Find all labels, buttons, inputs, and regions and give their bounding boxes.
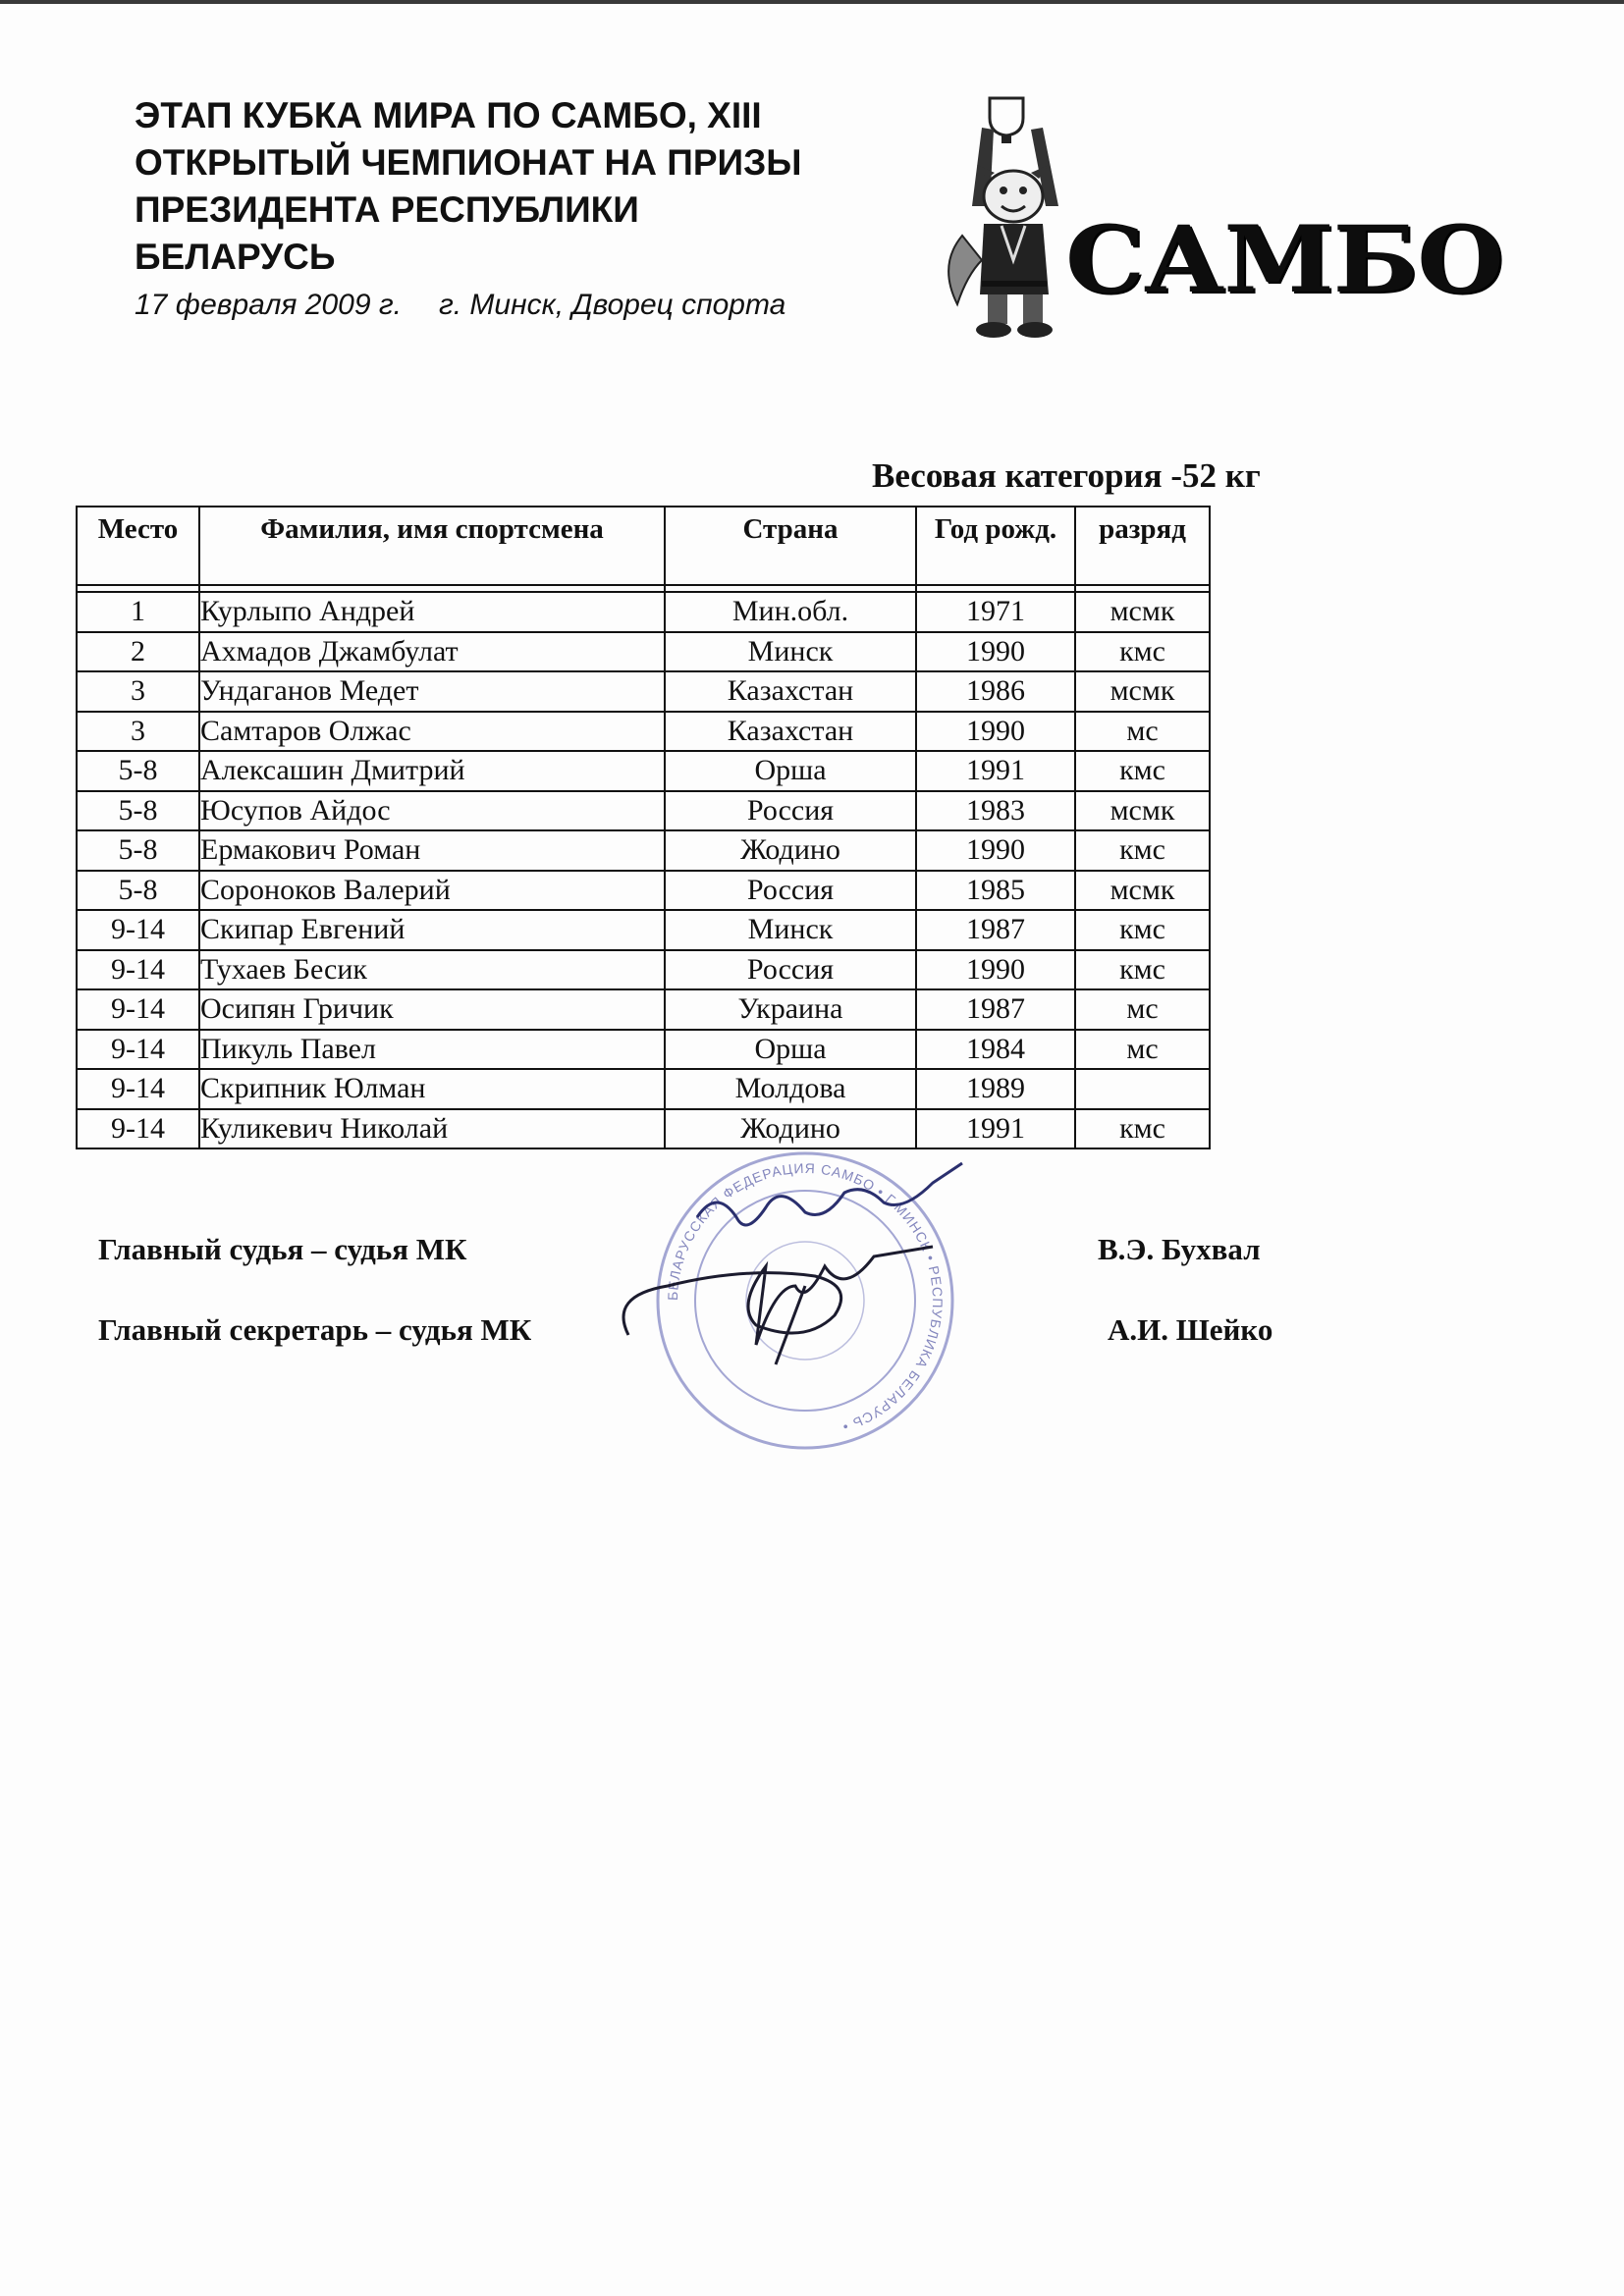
country-cell: Украина [665,989,916,1030]
place-cell: 9-14 [77,1109,199,1149]
country-cell: Жодино [665,1109,916,1149]
country-cell: Орша [665,751,916,791]
table-row [77,632,1210,672]
rank-cell: кмс [1075,910,1210,950]
place-cell: 9-14 [77,989,199,1030]
year-cell: 1983 [916,791,1075,831]
chief-secretary-label: Главный секретарь – судья МК [98,1312,532,1347]
place-cell: 9-14 [77,910,199,950]
name-cell: Юсупов Айдос [199,791,665,831]
table-row [77,1030,1210,1070]
spacer-cell [77,585,199,592]
year-cell: 1986 [916,671,1075,712]
year-cell: 1985 [916,871,1075,911]
chief-judge-name: В.Э. Бухвал [1098,1232,1261,1266]
year-cell: 1990 [916,950,1075,990]
name-cell: Алексашин Дмитрий [199,751,665,791]
spacer-cell [665,585,916,592]
year-cell: 1990 [916,632,1075,672]
country-cell: Россия [665,950,916,990]
chief-secretary-name: А.И. Шейко [1108,1312,1273,1347]
place-cell: 5-8 [77,871,199,911]
column-header-name: Фамилия, имя спортсмена [199,507,665,585]
name-cell: Ундаганов Медет [199,671,665,712]
table-row [77,1069,1210,1109]
table-row [77,751,1210,791]
year-cell: 1990 [916,830,1075,871]
rank-cell: мсмк [1075,671,1210,712]
rank-cell: мс [1075,989,1210,1030]
title-line: ЭТАП КУБКА МИРА ПО САМБО, XIII [135,95,762,135]
table-row [77,592,1210,632]
logo-wordmark: САМБО [1065,206,1503,314]
country-cell: Россия [665,871,916,911]
rank-cell: мс [1075,712,1210,752]
name-cell: Скипар Евгений [199,910,665,950]
event-dateline [135,289,900,322]
year-cell: 1990 [916,712,1075,752]
results-table [76,506,1211,1149]
country-cell: Минск [665,632,916,672]
year-cell: 1971 [916,592,1075,632]
year-cell: 1984 [916,1030,1075,1070]
country-cell: Казахстан [665,712,916,752]
name-cell: Ахмадов Джамбулат [199,632,665,672]
weight-category-heading: Весовая категория -52 кг [872,456,1261,495]
spacer-cell [1075,585,1210,592]
rank-cell: мсмк [1075,791,1210,831]
event-date: 17 февраля 2009 г. [135,289,402,321]
year-cell: 1987 [916,989,1075,1030]
name-cell: Скрипник Юлман [199,1069,665,1109]
event-title [135,92,900,281]
table-row [77,950,1210,990]
place-cell: 5-8 [77,751,199,791]
country-cell: Казахстан [665,671,916,712]
name-cell: Осипян Гричик [199,989,665,1030]
sambo-logo [933,88,1503,344]
year-cell: 1989 [916,1069,1075,1109]
official-stamp [609,1139,1001,1463]
place-cell: 2 [77,632,199,672]
stamp-ring-text: БЕЛАРУССКАЯ ФЕДЕРАЦИЯ САМБО • Г.МИНСК • РЕСПУБЛИКА БЕЛАРУСЬ • [664,1159,947,1436]
table-row [77,791,1210,831]
chief-judge-label: Главный судья – судья МК [98,1232,467,1266]
table-row [77,989,1210,1030]
column-header-country: Страна [665,507,916,585]
title-line: ПРЕЗИДЕНТА РЕСПУБЛИКИ [135,189,639,230]
country-cell: Молдова [665,1069,916,1109]
rank-cell: мс [1075,1030,1210,1070]
year-cell: 1991 [916,1109,1075,1149]
title-line: ОТКРЫТЫЙ ЧЕМПИОНАТ НА ПРИЗЫ [135,142,802,183]
rank-cell: мсмк [1075,592,1210,632]
year-cell: 1991 [916,751,1075,791]
table-row [77,830,1210,871]
column-header-rank: разряд [1075,507,1210,585]
name-cell: Пикуль Павел [199,1030,665,1070]
name-cell: Тухаев Бесик [199,950,665,990]
place-cell: 9-14 [77,1069,199,1109]
rank-cell: кмс [1075,1109,1210,1149]
table-row [77,910,1210,950]
place-cell: 3 [77,671,199,712]
column-header-year: Год рожд. [916,507,1075,585]
country-cell: Жодино [665,830,916,871]
table-row [77,871,1210,911]
rank-cell [1075,1069,1210,1109]
name-cell: Куликевич Николай [199,1109,665,1149]
rank-cell: кмс [1075,632,1210,672]
name-cell: Курлыпо Андрей [199,592,665,632]
country-cell: Мин.обл. [665,592,916,632]
rank-cell: кмс [1075,950,1210,990]
column-header-place: Место [77,507,199,585]
title-line: БЕЛАРУСЬ [135,237,336,277]
name-cell: Самтаров Олжас [199,712,665,752]
table-row [77,671,1210,712]
rank-cell: кмс [1075,751,1210,791]
spacer-cell [199,585,665,592]
place-cell: 5-8 [77,791,199,831]
place-cell: 5-8 [77,830,199,871]
country-cell: Орша [665,1030,916,1070]
place-cell: 9-14 [77,1030,199,1070]
rank-cell: кмс [1075,830,1210,871]
header-spacer-row [77,585,1210,592]
event-venue: г. Минск, Дворец спорта [438,289,786,321]
country-cell: Россия [665,791,916,831]
place-cell: 3 [77,712,199,752]
rank-cell: мсмк [1075,871,1210,911]
name-cell: Сороноков Валерий [199,871,665,911]
place-cell: 1 [77,592,199,632]
table-row [77,712,1210,752]
top-edge-line [0,0,1624,4]
place-cell: 9-14 [77,950,199,990]
document-header [135,92,900,322]
year-cell: 1987 [916,910,1075,950]
country-cell: Минск [665,910,916,950]
name-cell: Ермакович Роман [199,830,665,871]
spacer-cell [916,585,1075,592]
table-header-row [77,507,1210,585]
